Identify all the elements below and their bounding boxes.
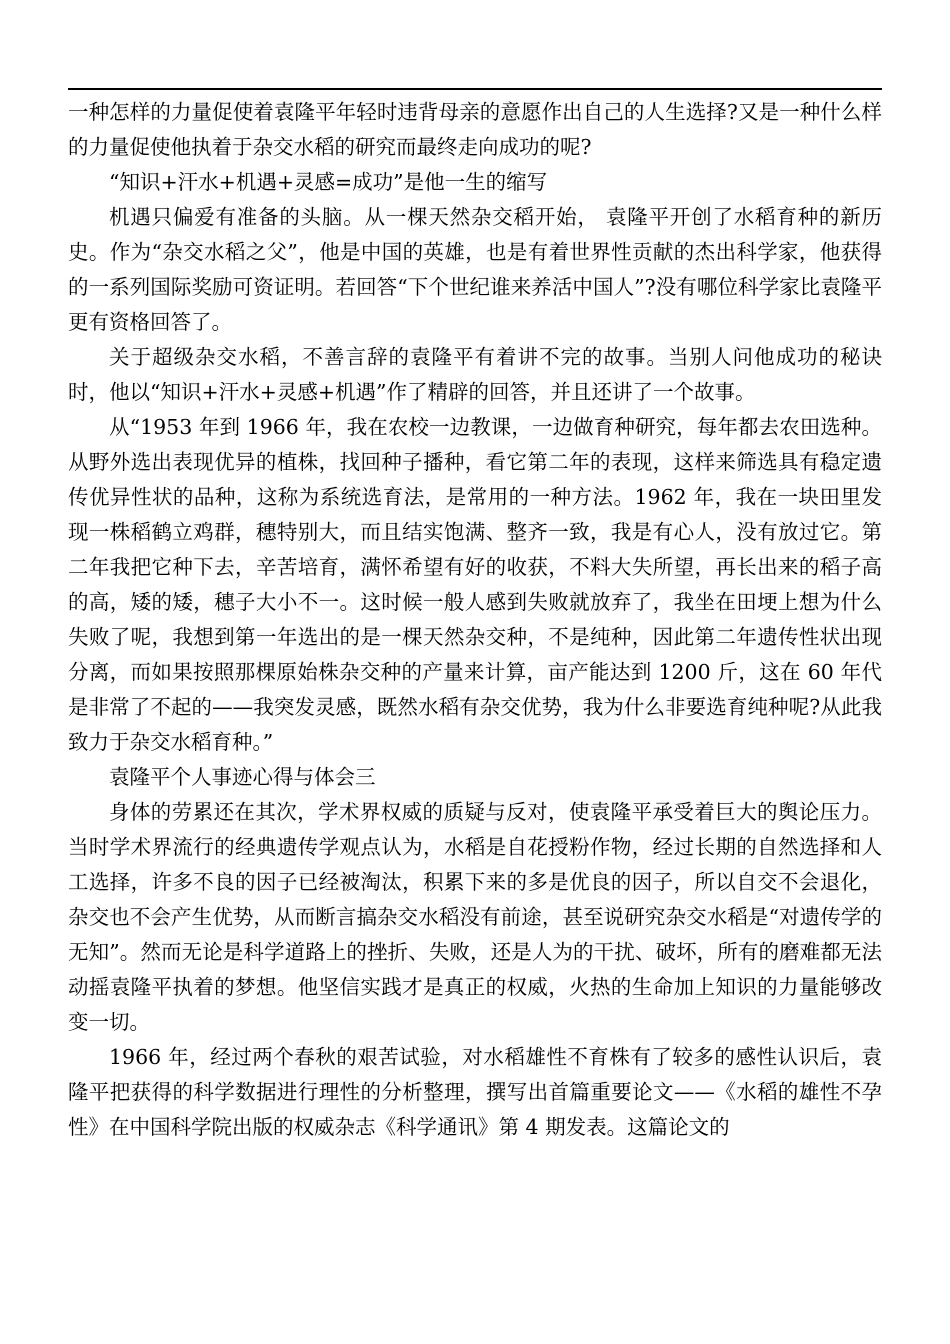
- paragraph-section-heading: 袁隆平个人事迹心得与体会三: [109, 765, 376, 789]
- paragraph-opportunity: 机遇只偏爱有准备的头脑。从一棵天然杂交稻开始， 袁隆平开创了水稻育种的新历史。作为“杂交水稻之父”，他是中国的英雄，也是有着世界性贡献的杰出科学家，他获得的一系列国际奖励可资证明。若回答“下个世纪谁来养活中国人”?没有哪位科学家比袁隆平更有资格回答了。: [68, 205, 882, 334]
- body-text: [68, 95, 882, 1145]
- paragraph-story-quote: 从“1953 年到 1966 年，我在农校一边教课，一边做育种研究，每年都去农田选种。从野外选出表现优异的植株，找回种子播种，看它第二年的表现，这样来筛选具有稳定遗传优异性状的品种，这称为系统选育法，是常用的一种方法。1962 年，我在一块田里发现一株稻鹤立鸡群，穗特别大，而且结实饱满、整齐一致，我是有心人，没有放过它。第二年我把它种下去，辛苦培育，满怀希望有好的收获，不料大失所望，再长出来的稻子高的高，矮的矮，穗子大小不一。这时候一般人感到失败就放弃了，我坐在田埂上想为什么失败了呢，我想到第一年选出的是一棵天然杂交种，不是纯种，因此第二年遗传性状出现分离，而如果按照那棵原始株杂交种的产量来计算，亩产能达到 1200 斤，这在 60 年代是非常了不起的——我突发灵感，既然水稻有杂交优势，我为什么非要选育纯种呢?从此我致力于杂交水稻育种。”: [68, 415, 882, 754]
- paragraph-formula-heading: “知识+汗水+机遇+灵感=成功”是他一生的缩写: [109, 170, 548, 194]
- document-page: [68, 0, 882, 1344]
- paragraph-1966-paper: 1966 年，经过两个春秋的艰苦试验，对水稻雄性不育株有了较多的感性认识后，袁隆平把获得的科学数据进行理性的分析整理，撰写出首篇重要论文——《水稻的雄性不孕性》在中国科学院出版的权威杂志《科学通讯》第 4 期发表。这篇论文的: [68, 1045, 882, 1139]
- paragraph-intro-question: 一种怎样的力量促使着袁隆平年轻时违背母亲的意愿作出自己的人生选择?又是一种什么样的力量促使他执着于杂交水稻的研究而最终走向成功的呢?: [68, 100, 882, 159]
- paragraph-academic-pressure: 身体的劳累还在其次，学术界权威的质疑与反对，使袁隆平承受着巨大的舆论压力。当时学术界流行的经典遗传学观点认为，水稻是自花授粉作物，经过长期的自然选择和人工选择，许多不良的因子已经被淘汰，积累下来的多是优良的因子，所以自交不会退化，杂交也不会产生优势，从而断言搞杂交水稻没有前途，甚至说研究杂交水稻是“对遗传学的无知”。然而无论是科学道路上的挫折、失败，还是人为的干扰、破坏，所有的磨难都无法动摇袁隆平执着的梦想。他坚信实践才是真正的权威，火热的生命加上知识的力量能够改变一切。: [68, 800, 882, 1034]
- paragraph-super-rice: 关于超级杂交水稻，不善言辞的袁隆平有着讲不完的故事。当别人问他成功的秘诀时，他以“知识+汗水+灵感+机遇”作了精辟的回答，并且还讲了一个故事。: [68, 345, 882, 404]
- header-rule: [68, 88, 882, 90]
